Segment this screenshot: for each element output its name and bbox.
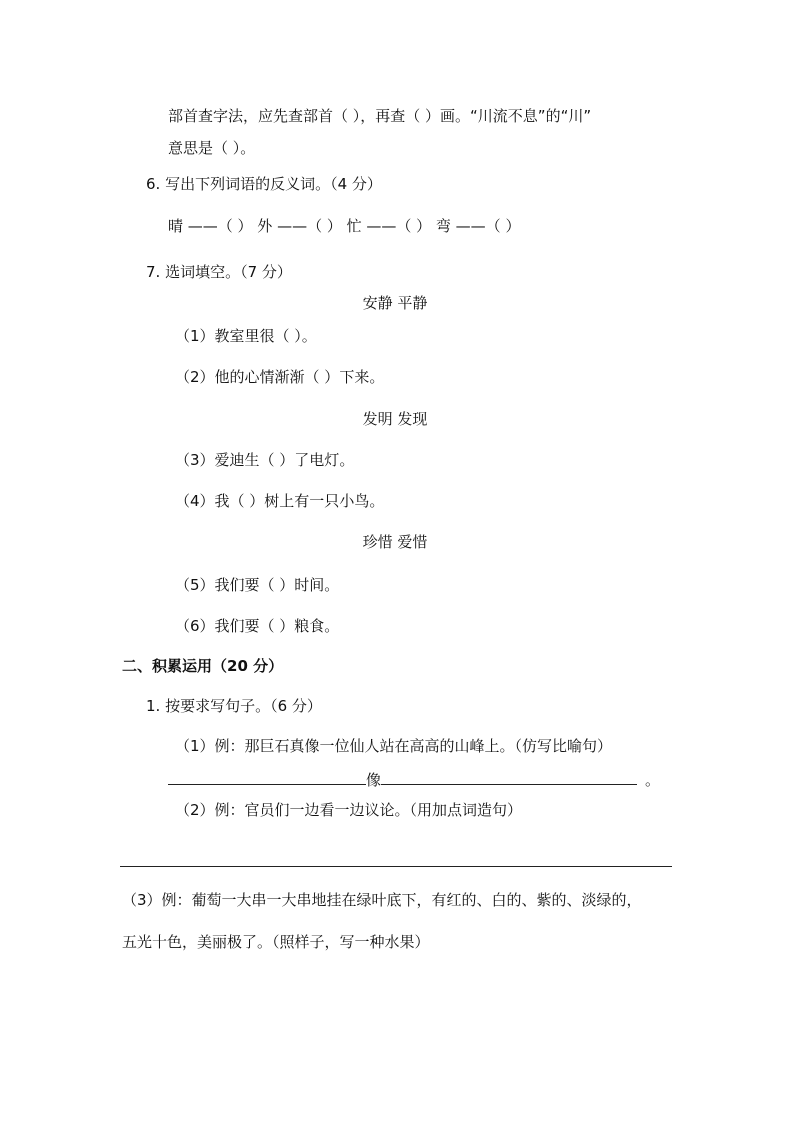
simile-fill-line [168, 768, 660, 790]
q5-continued-line2: 意思是（ ）。 [168, 139, 256, 157]
like-word: 像 [366, 771, 382, 789]
q7-word-pair-2: 发明 发现 [362, 410, 428, 428]
q7-sentence-2: （2）他的心情渐渐（ ）下来。 [175, 368, 385, 386]
section-2-title: 二、积累运用（20 分） [122, 657, 284, 675]
q6-title: 6. 写出下列词语的反义词。（4 分） [146, 175, 382, 193]
fill-blank-1[interactable] [168, 768, 366, 785]
s2-q1-sentence-2: （2）例：官员们一边看一边议论。（用加点词造句） [175, 801, 523, 819]
q5-continued-line1: 部首查字法，应先查部首（ ），再查（ ）画。“川流不息”的“川” [168, 107, 592, 125]
q7-word-pair-3: 珍惜 爱惜 [362, 533, 428, 551]
s2-q1-title: 1. 按要求写句子。（6 分） [146, 697, 322, 715]
s2-q1-sentence-1: （1）例：那巨石真像一位仙人站在高高的山峰上。（仿写比喻句） [175, 737, 613, 755]
q7-word-pair-1: 安静 平静 [362, 294, 428, 312]
s2-q1-sentence-3-line2: 五光十色，美丽极了。（照样子，写一种水果） [122, 933, 430, 951]
q7-sentence-4: （4）我（ ）树上有一只小鸟。 [175, 492, 385, 510]
q6-antonym-items: 晴 ——（ ） 外 ——（ ） 忙 ——（ ） 弯 ——（ ） [168, 217, 521, 235]
answer-line[interactable] [120, 866, 672, 867]
q7-sentence-3: （3）爱迪生（ ）了电灯。 [175, 451, 355, 469]
fill-blank-2[interactable] [381, 768, 637, 785]
s2-q1-sentence-3-line1: （3）例：葡萄一大串一大串地挂在绿叶底下，有红的、白的、紫的、淡绿的， [122, 891, 642, 909]
q7-title: 7. 选词填空。（7 分） [146, 263, 292, 281]
period: 。 [645, 771, 661, 789]
q7-sentence-1: （1）教室里很（ ）。 [175, 327, 317, 345]
q7-sentence-5: （5）我们要（ ）时间。 [175, 576, 340, 594]
q7-sentence-6: （6）我们要（ ）粮食。 [175, 617, 340, 635]
